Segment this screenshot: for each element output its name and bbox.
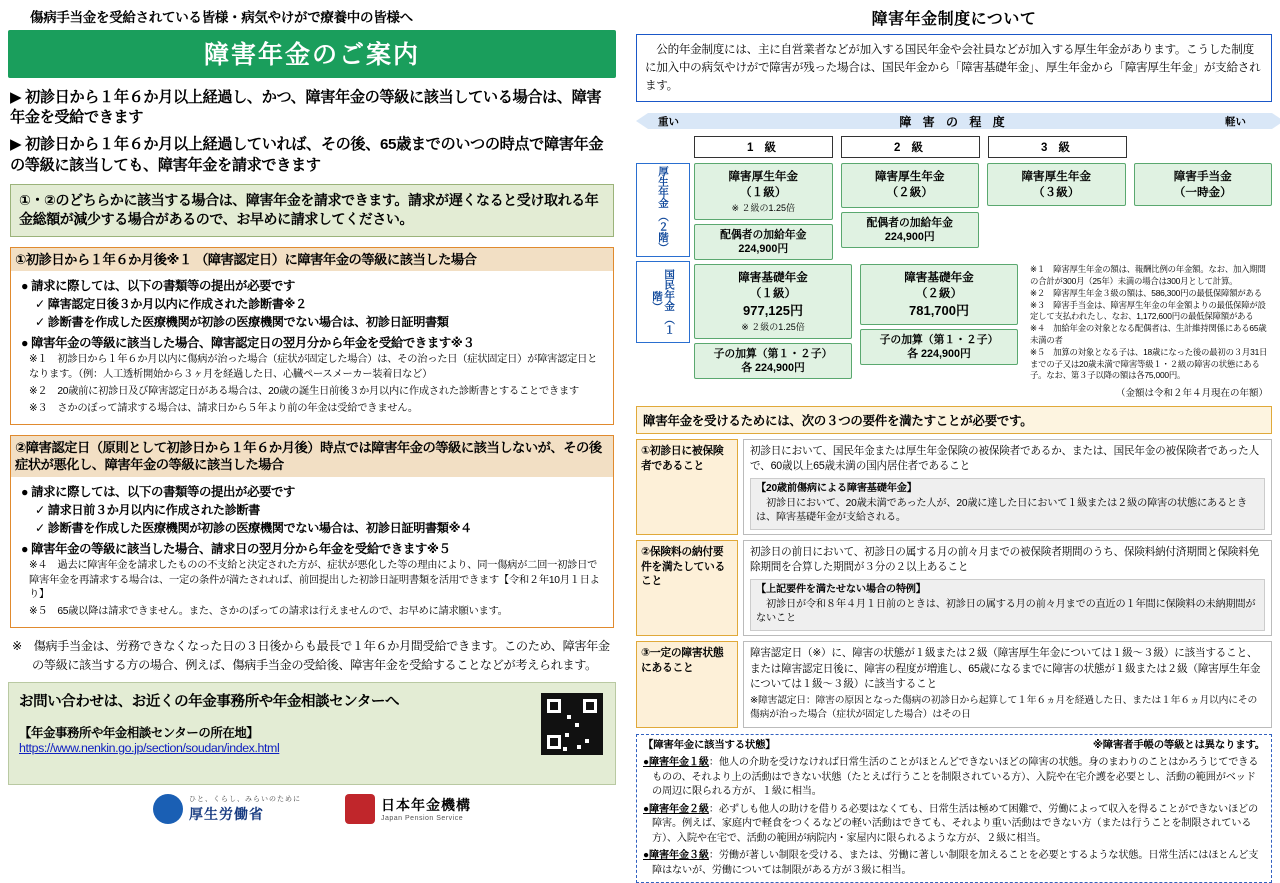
requirement-1-tag: ①初診日に被保険者であること — [636, 439, 738, 535]
state-item-text: ：労働が著しい制限を受ける、または、労働に著しい制限を加えることを必要とするような状態。日常生活にはほとんど支障はないが、労働については制限がある方が３級に相当。 — [652, 850, 1259, 876]
requirement-1-text: 初診日において、国民年金または厚生年金保険の被保険者であるか、または、国民年金の被保険者であった人で、60歳以上65歳未満の国内居住者であること — [750, 445, 1259, 473]
case-2-line2: ● 障害年金の等級に該当した場合、請求日の翌月分から年金を受給できます※５ — [21, 541, 451, 556]
kousei-col-2 — [841, 163, 980, 260]
requirement-3-sub-text: ※障害認定日：障害の原因となった傷病の初診日から起算して１年６ヵ月を経過した日、または１年６ヵ月以内にその傷病が治った場合（症状が固定した場合）はその日 — [750, 695, 1258, 721]
highlight-note: ①・②のどちらかに該当する場合は、障害年金を請求できます。請求が遅くなると受け取れる年金総額が減少する場合があるので、お早めに請求してください。 — [10, 184, 614, 237]
case-1-line1: ● 請求に際しては、以下の書類等の提出が必要です — [21, 279, 295, 294]
requirement-3-tag: ③一定の障害状態にあること — [636, 641, 738, 727]
qualifying-state-header — [643, 739, 1265, 754]
requirements-title: 障害年金を受けるためには、次の３つの要件を満たすことが必要です。 — [636, 406, 1272, 434]
side-note: ※５ 加算の対象となる子は、18歳になった後の最初の３月31日までの子又は20歳未満で障害等級１・２級の障害の状態にある子。なお、第３子以降の額は各75,000円。 — [1030, 346, 1268, 381]
case-1-footnote-3: ※３ さかのぼって請求する場合は、請求日から５年より前の年金は受給できません。 — [29, 403, 418, 415]
kousei-card-1-note: ※ ２級の1.25倍 — [731, 203, 796, 214]
side-note: ※３ 障害手当金は、障害厚生年金の年金額よりの最低保障が設定して支払われたし、なお、1,172,600円の最低保障額がある — [1030, 299, 1266, 322]
requirement-1-body — [743, 439, 1272, 535]
grade-cell: 2 級 — [841, 136, 980, 158]
jps-name: 日本年金機構 — [381, 797, 471, 814]
tail-note-text: ※ 傷病手当金は、労務できなくなった日の３日後からも最長で１年６か月間受給できます。このため、障害年金の等級に該当する方の場合、例えば、傷病手当金の受給後、障害年金を受給することなどが考えられます。 — [12, 639, 610, 672]
grade-cell: 3 級 — [988, 136, 1127, 158]
jps-mark-icon — [345, 794, 375, 824]
kousei-row — [694, 163, 1272, 260]
kousei-card-1 — [694, 163, 833, 220]
kousei-card-1-main: 障害厚生年金 （１級） — [728, 169, 799, 199]
right-column — [628, 0, 1280, 876]
side-note: ※４ 加給年金の対象となる配偶者は、生計維持関係にある65歳未満の者 — [1030, 323, 1267, 345]
case-1-line2: ● 障害年金の等級に該当した場合、障害認定日の翌月分から年金を受給できます※３ — [21, 336, 475, 351]
case-1-check2: ✓ 診断書を作成した医療機関が初診の医療機関でない場合は、初診日証明書類 — [35, 315, 449, 330]
mhlw-logo — [153, 794, 301, 824]
requirement-1-sub-title: 【20歳前傷病による障害基礎年金】 — [756, 482, 917, 494]
requirement-2-tag: ②保険料の納付要件を満たしていること — [636, 540, 738, 636]
case-2-line1: ● 請求に際しては、以下の書類等の提出が必要です — [21, 484, 295, 499]
intro-box: 公的年金制度には、主に自営業者などが加入する国民年金や会社員などが加入する厚生年金があります。こうした制度に加入中の病気やけがで障害が残った場合は、国民年金から「障害基礎年金」、厚生年金から「障害厚生年金」が支給されます。 — [636, 34, 1272, 102]
mhlw-mark-icon — [153, 794, 183, 824]
requirement-1-sub-text: 初診日において、20歳未満であった人が、20歳に達した日において１級または２級の障害の状態にあるときは、障害基礎年金が支給される。 — [756, 497, 1247, 524]
kokumin-col-1 — [694, 264, 852, 382]
state-item — [643, 756, 1265, 799]
case-1-footnote-2: ※２ 20歳前に初診日及び障害認定日がある場合は、20歳の誕生日前後３か月以内に作成された診断書とすることできます — [29, 386, 579, 398]
case-2-box — [10, 435, 614, 628]
case-2-check2: ✓ 診断書を作成した医療機関が初診の医療機関でない場合は、初診日証明書類※４ — [35, 520, 472, 535]
case-2-footnote-2: ※５ 65歳以降は請求できません。また、さかのぼっての請求は行えませんので、お早めに請求願います。 — [29, 606, 508, 618]
requirement-row-1 — [636, 439, 1272, 535]
kokumin-add-2: 子の加算（第１・２子） 各 224,900円 — [860, 329, 1018, 365]
pension-grid — [636, 163, 1272, 382]
grade-cell-empty — [1135, 136, 1272, 158]
kokumin-card-1 — [694, 264, 852, 339]
qualifying-state-title: 【障害年金に該当する状態】 — [643, 739, 776, 751]
case-1-title: ①初診日から１年６か月後※１ （障害認定日）に障害年金の等級に該当した場合 — [11, 248, 613, 271]
kousei-card-2 — [841, 163, 980, 208]
pension-columns — [694, 163, 1272, 382]
qualifying-state-box — [636, 734, 1272, 883]
left-column — [0, 0, 624, 823]
mhlw-name: 厚生労働省 — [189, 805, 264, 822]
kousei-card-2-main: 障害厚生年金 （２級） — [874, 169, 945, 199]
kokumin-card-2-amount: 781,700円 — [909, 302, 969, 318]
amount-date-note: （金額は令和２年４月現在の年額） — [1115, 388, 1268, 400]
contact-headline: お問い合わせは、お近くの年金事務所や年金相談センターへ — [19, 693, 400, 710]
page-title: 障害年金のご案内 — [8, 30, 616, 78]
right-title: 障害年金制度について — [871, 11, 1037, 28]
kousei-card-3-main: 障害厚生年金 （３級） — [1021, 169, 1092, 199]
degree-arrow-row — [636, 110, 1272, 132]
side-label-kokumin: 国民年金 （１階） — [636, 261, 690, 343]
state-item-text: ：必ずしも他人の助けを借りる必要はなくても、日常生活は極めて困難で、労働によって収入を得ることができないほどの障害。例えば、家庭内で軽食をつくるなどの軽い活動はできても、それより重い活動はできない方（または行うことを制限されている方）、入院や在宅で、活動の範囲が病院内・家屋内に限られるような方が、２級に相当。 — [652, 803, 1258, 844]
pension-side-notes — [1026, 264, 1272, 382]
contact-box — [8, 682, 616, 785]
requirement-1-sub — [750, 478, 1265, 530]
requirement-2-body — [743, 540, 1272, 636]
state-item — [643, 803, 1265, 846]
kousei-card-3 — [987, 163, 1126, 206]
grade-row — [636, 136, 1272, 158]
kokumin-add-1: 子の加算（第１・２子） 各 224,900円 — [694, 343, 852, 379]
kousei-add-2: 配偶者の加給年金 224,900円 — [841, 212, 980, 248]
case-2-check1: ✓ 請求日前３か月以内に作成された診断書 — [35, 502, 260, 517]
requirement-2-text: 初診日の前日において、初診日の属する月の前々月までの被保険者期間のうち、保険料納付済期間と保険料免除期間を合算した期間が３分の２以上あること — [750, 546, 1260, 574]
case-2-footnote-1: ※４ 過去に障害年金を請求したものの不支給と決定された方が、症状が悪化した等の理由により、同一傷病が二回一初診日で障害年金を再請求する場合は、一定の条件が満たされれば、前回提出した初診日証明書類を活用できます【令和２年10月１日より】 — [29, 559, 600, 601]
qr-code-icon — [541, 693, 603, 755]
kousei-col-3 — [987, 163, 1126, 260]
kousei-card-4 — [1134, 163, 1273, 206]
pension-side-labels — [636, 163, 690, 382]
degree-heavy-label: 重い — [658, 115, 679, 128]
contact-subhead: 【年金事務所や年金相談センターの所在地】 — [19, 725, 259, 740]
requirement-row-2 — [636, 540, 1272, 636]
lead-text: 傷病手当金を受給されている皆様・病気やけがで療養中の皆様へ — [30, 10, 413, 25]
state-item — [643, 849, 1265, 878]
qualifying-state-note: ※障害者手帳の等級とは異なります。 — [1092, 739, 1265, 751]
requirement-row-3 — [636, 641, 1272, 727]
side-note: ※２ 障害厚生年金３級の額は、586,300円の最低保障額がある — [1030, 287, 1262, 298]
kousei-add-1: 配偶者の加給年金 224,900円 — [694, 224, 833, 260]
kousei-card-4-main: 障害手当金 （一時金） — [1173, 169, 1232, 199]
kousei-col-1 — [694, 163, 833, 260]
case-1-box — [10, 247, 614, 425]
bullet-item: ▶ 初診日から１年６か月以上経過し、かつ、障害年金の等級に該当している場合は、障害年金を受給できます — [10, 89, 602, 127]
jps-logo — [345, 794, 471, 824]
logo-row — [0, 794, 624, 824]
case-1-footnote-1: ※１ 初診日から１年６か月以内に傷病が治った場合（症状が固定した場合）は、その治った日（症状固定日）が障害認定日となります。（例：人工透析開始から３ヶ月を経過した日、心臓ペースメーカー装着日など） — [29, 354, 598, 381]
degree-label: 障 害 の 程 度 — [899, 114, 1009, 129]
side-note: ※１ 障害厚生年金の額は、報酬比例の年金額。なお、加入期間の合計が300月（25年）未満の場合は300月として計算。 — [1030, 264, 1266, 287]
requirement-2-sub — [750, 579, 1265, 631]
kokumin-card-2-main: 障害基礎年金 （２級） — [904, 271, 974, 301]
kokumin-row — [694, 264, 1272, 382]
kokumin-card-1-note: ※ ２級の1.25倍 — [741, 322, 805, 333]
degree-section — [636, 110, 1272, 399]
side-label-kousei: 厚生年金 （２階） — [636, 163, 690, 257]
state-item-text: ：他人の介助を受けなければ日常生活のことがほとんどできないほどの障害の状態。身のまわりのことはかろうじてできるものの、それより上の活動はできない状態（たとえば行うことを制限されている方）、入院や在宅介護を必要とし、活動の範囲がベッドの周辺に限られる方が、１級に相当。 — [652, 757, 1259, 798]
grade-cell: 1 級 — [694, 136, 833, 158]
kokumin-col-2 — [860, 264, 1018, 382]
kousei-col-4 — [1134, 163, 1273, 260]
state-item-label: ●障害年金２級 — [643, 803, 709, 815]
bullet-list — [10, 88, 614, 176]
degree-light-label: 軽い — [1225, 115, 1246, 128]
kokumin-card-2 — [860, 264, 1018, 325]
case-2-title: ②障害認定日（原則として初診日から１年６か月後）時点では障害年金の等級に該当しないが、その後症状が悪化し、障害年金の等級に該当した場合 — [11, 436, 613, 477]
kokumin-card-1-amount: 977,125円 — [743, 302, 803, 318]
kokumin-card-1-main: 障害基礎年金 （１級） — [738, 271, 808, 301]
requirement-3-text: 障害認定日（※）に、障害の状態が１級または２級（障害厚生年金については１級～３級）に該当すること、または障害認定日後に、障害の程度が増進し、65歳になるまでに障害の状態が１級または２級（障害厚生年金については１級～３級）に該当すること — [750, 647, 1261, 690]
requirement-3-body — [743, 641, 1272, 727]
state-item-label: ●障害年金１級 — [643, 757, 709, 769]
contact-url[interactable]: https://www.nenkin.go.jp/section/soudan/index.html — [19, 740, 280, 755]
mhlw-tagline: ひと、くらし、みらいのために — [189, 795, 301, 803]
case-1-check1: ✓ 障害認定日後３か月以内に作成された診断書※２ — [35, 297, 307, 312]
tail-note — [12, 637, 612, 674]
requirement-2-sub-title: 【上記要件を満たせない場合の特例】 — [756, 583, 926, 595]
bullet-item: ▶ 初診日から１年６か月以上経過していれば、その後、65歳までのいつの時点で障害年金の等級に該当しても、障害年金を請求できます — [10, 136, 604, 174]
state-item-label: ●障害年金３級 — [643, 850, 709, 862]
requirement-2-sub-text: 初診日が令和８年４月１日前のときは、初診日の属する月の前々月までの直近の１年間に保険料の未納期間がないこと — [756, 598, 1256, 625]
jps-name-en: Japan Pension Service — [381, 815, 464, 823]
